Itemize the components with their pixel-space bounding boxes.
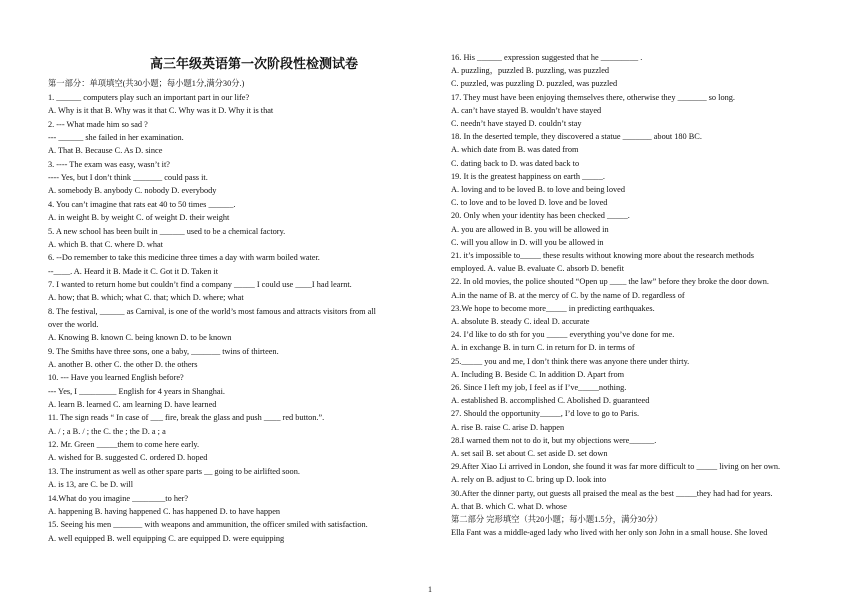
question-line: A. which B. that C. where D. what bbox=[48, 239, 163, 249]
question-line: C. to love and to be loved D. love and be loved bbox=[451, 198, 608, 208]
question-line: A. wished for B. suggested C. ordered D. hoped bbox=[48, 453, 208, 463]
question-line: 29.After Xiao Li arrived in London, she found it was far more difficult to _____ living on her own. bbox=[451, 462, 781, 472]
question-line: 12. Mr. Green _____them to come here early. bbox=[48, 440, 200, 450]
question-line: C. will you allow in D. will you be allowed in bbox=[451, 237, 604, 247]
question-line: 25._____ you and me, I don’t think there was anyone there under thirty. bbox=[451, 356, 690, 366]
question-line: --____. A. Heard it B. Made it C. Got it D. Taken it bbox=[48, 266, 219, 276]
question-line: A. well equipped B. well equipping C. are equipped D. were equipping bbox=[48, 533, 285, 543]
question-line: A. Including B. Beside C. In addition D. Apart from bbox=[451, 369, 625, 379]
question-line: A. rely on B. adjust to C. bring up D. look into bbox=[451, 475, 607, 485]
question-line: 28.I warned them not to do it, but my objections were______. bbox=[451, 435, 657, 445]
question-line: 2. --- What made him so sad ? bbox=[48, 119, 148, 129]
question-line: A. set sail B. set about C. set aside D. set down bbox=[451, 449, 608, 458]
question-line: A. in exchange B. in turn C. in return for D. in terms of bbox=[451, 343, 635, 353]
section-heading: 第一部分：单项填空(共30小题；每小题1分,满分30分.) bbox=[48, 79, 245, 88]
question-line: 18. In the deserted temple, they discovered a statue _______ about 180 BC. bbox=[451, 132, 702, 142]
question-line: 第二部分 完形填空（共20小题；每小题1.5分，满分30分） bbox=[451, 515, 663, 524]
question-line: --- ______ she failed in her examination. bbox=[48, 133, 184, 143]
question-line: 11. The sign reads “ In case of ___ fire, break the glass and push ____ red button.”. bbox=[48, 413, 325, 423]
question-line: 30.After the dinner party, out guests all praised the meal as the best _____they had had for years. bbox=[451, 488, 773, 498]
question-line: A. learn B. learned C. am learning D. have learned bbox=[48, 400, 217, 410]
question-line: 8. The festival, ______ as Carnival, is one of the world’s most famous and attracts visitors from all bbox=[48, 306, 376, 316]
question-line: 7. I wanted to return home but couldn’t find a company _____ I could use ____I had learnt. bbox=[48, 279, 352, 289]
question-line: 14.What do you imagine ________to her? bbox=[48, 493, 189, 503]
question-line: A. loving and to be loved B. to love and being loved bbox=[451, 185, 625, 194]
question-line: A. puzzling，puzzled B. puzzling, was puzzled bbox=[451, 66, 610, 76]
page-number: 1 bbox=[428, 585, 432, 594]
question-line: 21. it’s impossible to_____ these results without knowing more about the research methods bbox=[451, 251, 755, 260]
question-line: C. needn’t have stayed D. couldn’t stay bbox=[451, 119, 582, 128]
question-line: A. you are allowed in B. you will be allowed in bbox=[451, 224, 609, 234]
question-line: 15. Seeing his men _______ with weapons and ammunition, the officer smiled with satisfaction. bbox=[48, 520, 368, 530]
question-line: 20. Only when your identity has been checked _____. bbox=[451, 211, 630, 221]
question-line: A. is 13, are C. be D. will bbox=[48, 480, 134, 490]
question-line: A. absolute B. steady C. ideal D. accurate bbox=[451, 317, 590, 326]
question-line: A. happening B. having happened C. has happened D. to have happen bbox=[48, 506, 281, 516]
question-line: A. rise B. raise C. arise D. happen bbox=[451, 422, 565, 432]
question-line: 16. His ______ expression suggested that he _________ . bbox=[451, 53, 643, 62]
question-line: A. that B. which C. what D. whose bbox=[451, 501, 567, 511]
question-line: ---- Yes, but I don’t think _______ could pass it. bbox=[48, 173, 208, 183]
question-line: 27. Should the opportunity_____, I’d love to go to Paris. bbox=[451, 409, 640, 419]
question-line: A. how; that B. which; what C. that; which D. where; what bbox=[48, 293, 244, 303]
question-line: A. in weight B. by weight C. of weight D. their weight bbox=[48, 213, 230, 223]
question-line: 3. ---- The exam was easy, wasn’t it? bbox=[48, 159, 170, 169]
question-line: A. established B. accomplished C. Abolished D. guaranteed bbox=[451, 396, 650, 406]
question-line: Ella Fant was a middle-aged lady who lived with her only son John in a small house. She loved bbox=[451, 528, 768, 538]
question-line: 23.We hope to become more_____ in predicting earthquakes. bbox=[451, 303, 655, 313]
question-line: A. can’t have stayed B. wouldn’t have stayed bbox=[451, 105, 602, 115]
question-line: C. puzzled, was puzzling D. puzzled, was puzzled bbox=[451, 79, 618, 89]
question-line: A.in the name of B. at the mercy of C. by the name of D. regardless of bbox=[451, 290, 685, 300]
question-line: A. another B. other C. the other D. the others bbox=[48, 360, 198, 369]
question-line: 1. ______ computers play such an important part in our life? bbox=[48, 93, 250, 102]
question-line: A. That B. Because C. As D. since bbox=[48, 146, 163, 156]
question-line: 5. A new school has been built in ______ used to be a chemical factory. bbox=[48, 226, 286, 236]
question-line: 19. It is the greatest happiness on earth _____. bbox=[451, 171, 605, 181]
page-title: 高三年级英语第一次阶段性检测试卷 bbox=[150, 57, 359, 72]
question-line: --- Yes, I _________ English for 4 years in Shanghai. bbox=[48, 386, 225, 396]
question-line: 22. In old movies, the police shouted “Open up ____ the law” before they broke the door down. bbox=[451, 277, 769, 287]
question-line: A. which date from B. was dated from bbox=[451, 145, 579, 155]
question-line: A. Why is it that B. Why was it that C. Why was it D. Why it is that bbox=[48, 106, 274, 116]
question-line: 4. You can’t imagine that rats eat 40 to 50 times ______. bbox=[48, 199, 236, 209]
question-line: 6. --Do remember to take this medicine three times a day with warm boiled water. bbox=[48, 253, 320, 263]
question-line: 9. The Smiths have three sons, one a baby, _______ twins of thirteen. bbox=[48, 346, 279, 356]
question-line: A. Knowing B. known C. being known D. to be known bbox=[48, 333, 232, 343]
question-line: over the world. bbox=[48, 319, 99, 329]
question-line: 17. They must have been enjoying themselves there, otherwise they _______ so long. bbox=[451, 92, 735, 102]
question-line: 13. The instrument as well as other spare parts __ going to be airlifted soon. bbox=[48, 466, 300, 476]
question-line: 24. I’d like to do sth for you _____ everything you’ve done for me. bbox=[451, 330, 675, 340]
question-line: A. somebody B. anybody C. nobody D. everybody bbox=[48, 186, 217, 196]
question-line: employed. A. value B. evaluate C. absorb D. benefit bbox=[451, 264, 625, 274]
question-line: 26. Since I left my job, I feel as if I’ve_____nothing. bbox=[451, 383, 627, 392]
question-line: A. / ; a B. / ; the C. the ; the D. a ; a bbox=[48, 426, 166, 436]
question-line: 10. --- Have you learned English before? bbox=[48, 373, 184, 383]
question-line: C. dating back to D. was dated back to bbox=[451, 158, 580, 168]
